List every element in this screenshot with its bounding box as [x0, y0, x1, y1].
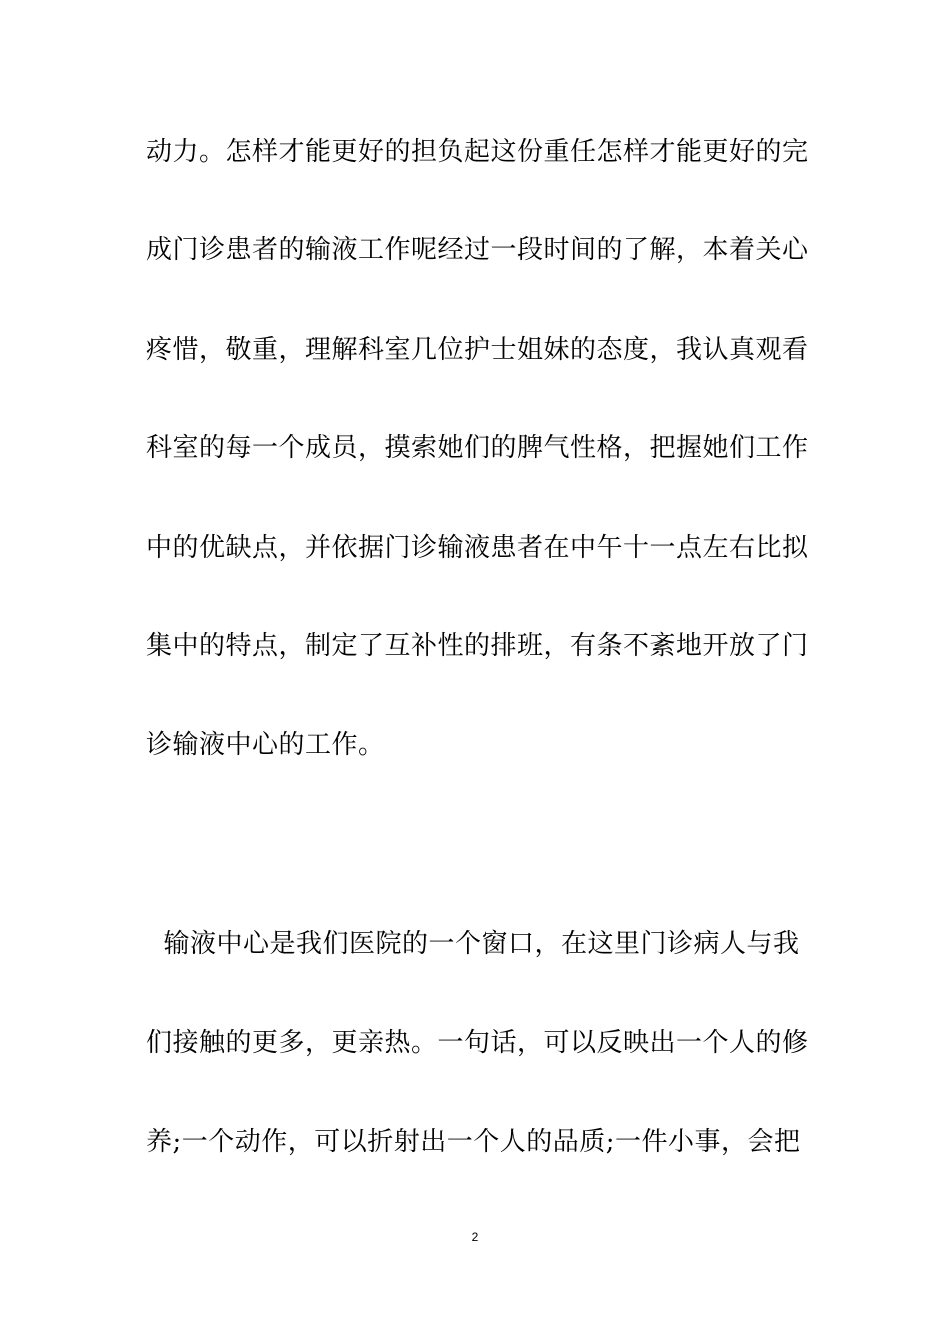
text-line: 诊输液中心的工作。 [146, 730, 385, 760]
text-line: 养;一个动作，可以折射出一个人的品质;一件小事，会把 [146, 1127, 801, 1157]
text-line: 成门诊患者的输液工作呢经过一段时间的了解，本着关心 [146, 235, 809, 265]
text-line: 疼惜，敬重，理解科室几位护士姐妹的态度，我认真观看 [146, 335, 809, 365]
text-line: 输液中心是我们医院的一个窗口，在这里门诊病人与我 [146, 929, 800, 959]
text-line: 科室的每一个成员，摸索她们的脾气性格，把握她们工作 [146, 433, 809, 463]
text-line: 中的优缺点，并依据门诊输液患者在中午十一点左右比拟 [146, 533, 809, 563]
text-line: 动力。怎样才能更好的担负起这份重任怎样才能更好的完 [146, 137, 809, 167]
text-line: 集中的特点，制定了互补性的排班，有条不紊地开放了门 [146, 631, 809, 661]
text-line: 们接触的更多，更亲热。一句话，可以反映出一个人的修 [146, 1028, 809, 1058]
page-number: 2 [471, 1230, 479, 1244]
